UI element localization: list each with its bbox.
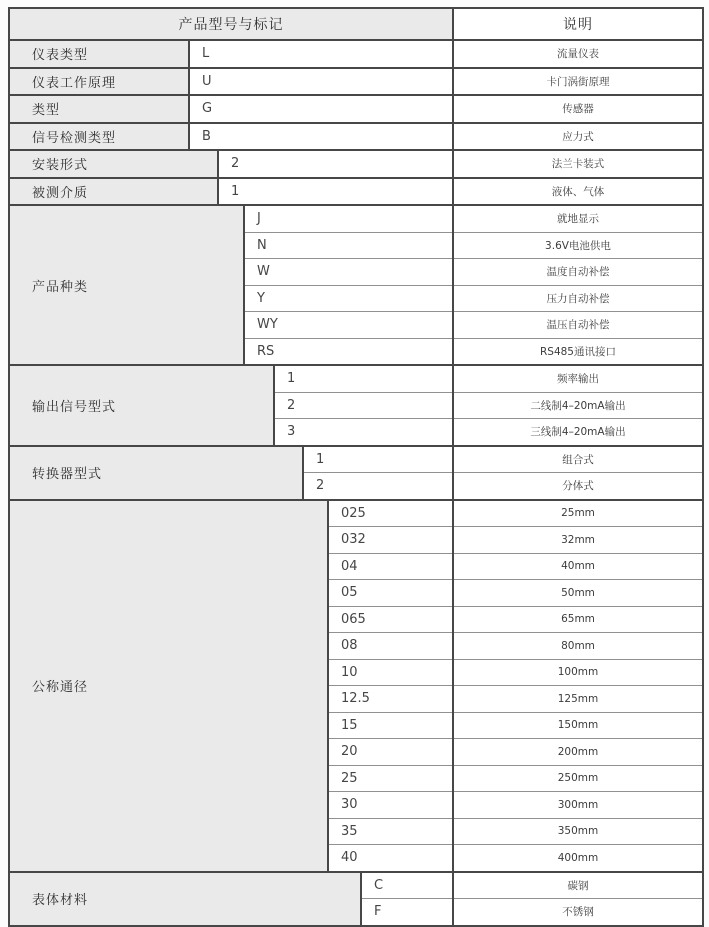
group-label-measured-medium: 被测介质 <box>9 178 218 206</box>
group-label-body-material: 表体材料 <box>9 872 361 926</box>
desc-cell: 温压自动补偿 <box>453 312 703 339</box>
code-cell: 3 <box>274 419 453 446</box>
code-cell: 2 <box>218 150 453 178</box>
desc-cell: 400mm <box>453 845 703 872</box>
desc-cell: 就地显示 <box>453 205 703 232</box>
desc-cell: 二线制4–20mA输出 <box>453 392 703 419</box>
group-label-signal-detection: 信号检测类型 <box>9 123 189 151</box>
code-cell: L <box>189 40 453 68</box>
table-row <box>9 500 703 527</box>
desc-cell: 液体、气体 <box>453 178 703 206</box>
desc-cell: 32mm <box>453 527 703 554</box>
code-cell: N <box>244 232 453 259</box>
table-row <box>9 872 703 899</box>
table-row <box>9 40 703 68</box>
desc-cell: 50mm <box>453 580 703 607</box>
code-cell: 05 <box>328 580 453 607</box>
code-cell: 04 <box>328 553 453 580</box>
table-row <box>9 123 703 151</box>
desc-cell: 卡门涡街原理 <box>453 68 703 96</box>
desc-cell: 200mm <box>453 739 703 766</box>
desc-cell: 25mm <box>453 500 703 527</box>
code-cell: 10 <box>328 659 453 686</box>
table-row <box>9 446 703 473</box>
code-cell: 12.5 <box>328 686 453 713</box>
desc-cell: 温度自动补偿 <box>453 259 703 286</box>
code-cell: RS <box>244 338 453 365</box>
desc-cell: 法兰卡装式 <box>453 150 703 178</box>
code-cell: J <box>244 205 453 232</box>
code-cell: 1 <box>274 365 453 392</box>
code-cell: 30 <box>328 792 453 819</box>
group-label-product-category: 产品种类 <box>9 205 244 365</box>
table-row <box>9 95 703 123</box>
code-cell: 25 <box>328 765 453 792</box>
group-label-nominal-diameter: 公称通径 <box>9 500 328 872</box>
table-row <box>9 365 703 392</box>
desc-cell: 350mm <box>453 818 703 845</box>
table-header-row <box>9 8 703 40</box>
desc-cell: 碳钢 <box>453 872 703 899</box>
desc-cell: 三线制4–20mA输出 <box>453 419 703 446</box>
desc-cell: 40mm <box>453 553 703 580</box>
desc-cell: 100mm <box>453 659 703 686</box>
code-cell: U <box>189 68 453 96</box>
product-model-table <box>8 7 704 927</box>
desc-cell: 不锈钢 <box>453 899 703 926</box>
desc-cell: 250mm <box>453 765 703 792</box>
code-cell: 20 <box>328 739 453 766</box>
desc-cell: 组合式 <box>453 446 703 473</box>
desc-cell: 300mm <box>453 792 703 819</box>
desc-cell: 125mm <box>453 686 703 713</box>
desc-cell: 80mm <box>453 633 703 660</box>
table-row <box>9 68 703 96</box>
group-label-instrument-type: 仪表类型 <box>9 40 189 68</box>
desc-cell: 流量仪表 <box>453 40 703 68</box>
desc-cell: 150mm <box>453 712 703 739</box>
desc-cell: 压力自动补偿 <box>453 285 703 312</box>
group-label-working-principle: 仪表工作原理 <box>9 68 189 96</box>
code-cell: Y <box>244 285 453 312</box>
table-row <box>9 205 703 232</box>
code-cell: G <box>189 95 453 123</box>
group-label-type: 类型 <box>9 95 189 123</box>
header-model-label: 产品型号与标记 <box>9 8 453 40</box>
code-cell: W <box>244 259 453 286</box>
table-row <box>9 150 703 178</box>
desc-cell: 频率输出 <box>453 365 703 392</box>
code-cell: 2 <box>303 473 453 500</box>
table-row <box>9 178 703 206</box>
desc-cell: 应力式 <box>453 123 703 151</box>
group-label-converter-type: 转换器型式 <box>9 446 303 500</box>
group-label-installation: 安装形式 <box>9 150 218 178</box>
header-description-label: 说明 <box>453 8 703 40</box>
code-cell: 2 <box>274 392 453 419</box>
desc-cell: RS485通讯接口 <box>453 338 703 365</box>
code-cell: WY <box>244 312 453 339</box>
code-cell: 35 <box>328 818 453 845</box>
desc-cell: 3.6V电池供电 <box>453 232 703 259</box>
group-label-output-signal: 输出信号型式 <box>9 365 274 446</box>
code-cell: 032 <box>328 527 453 554</box>
code-cell: 065 <box>328 606 453 633</box>
code-cell: 40 <box>328 845 453 872</box>
code-cell: 08 <box>328 633 453 660</box>
code-cell: 1 <box>303 446 453 473</box>
code-cell: 15 <box>328 712 453 739</box>
code-cell: C <box>361 872 453 899</box>
desc-cell: 65mm <box>453 606 703 633</box>
code-cell: F <box>361 899 453 926</box>
code-cell: 025 <box>328 500 453 527</box>
desc-cell: 传感器 <box>453 95 703 123</box>
code-cell: B <box>189 123 453 151</box>
desc-cell: 分体式 <box>453 473 703 500</box>
code-cell: 1 <box>218 178 453 206</box>
